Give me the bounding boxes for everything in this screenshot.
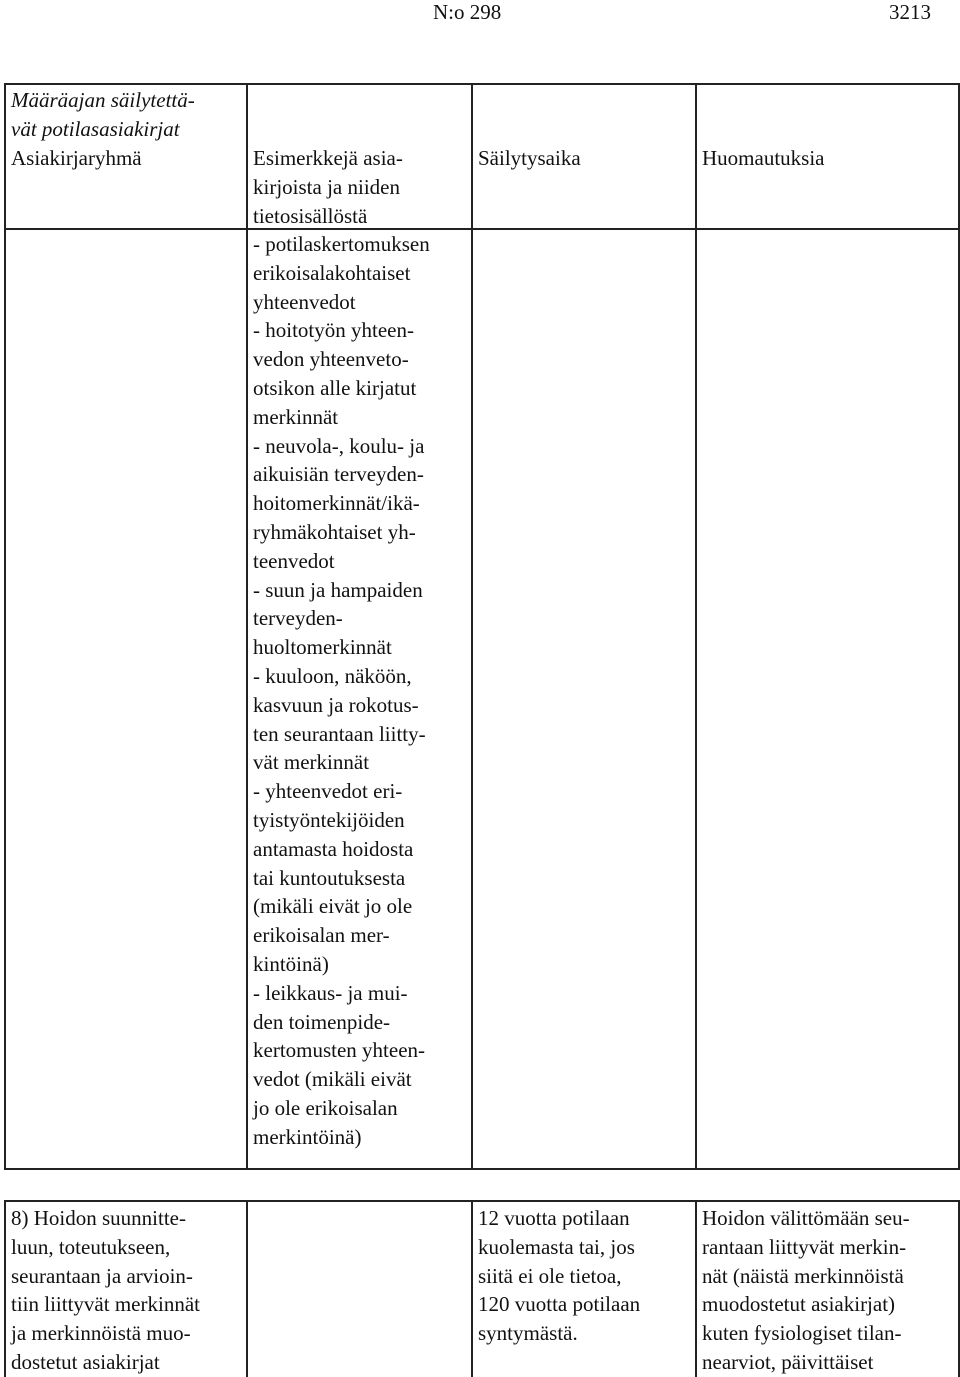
issue-number: N:o 298 <box>433 0 502 24</box>
section-title: Määräajan säilytettä- vät potilasasiakirjat <box>11 88 195 141</box>
table1-top-border <box>4 83 960 85</box>
column-header-retention: Säilytysaika <box>478 146 581 170</box>
table2-col-line-0 <box>4 1200 6 1377</box>
group-cell: 8) Hoidon suunnitte- luun, toteutukseen, seurantaan ja arvioin- tiin liittyvät merkinnät ja merkinnöistä muo- dostetut asiakirjat <box>11 1206 200 1374</box>
table1-col-line-1 <box>246 83 248 1170</box>
retention-cell: 12 vuotta potilaan kuolemasta tai, jos siitä ei ole tietoa, 120 vuotta potilaan syntymästä. <box>478 1206 641 1346</box>
table2-col-line-1 <box>246 1200 248 1377</box>
examples-list: - potilaskertomuksen erikoisalakohtaiset yhteenvedot - hoitotyön yhteen- vedon yhteenveto- otsikon alle kirjatut merkinnät - neuvola-, koulu- ja aikuisiän terveyden- hoitomerkinnät/ikä- ryhmäkohtaiset yh- teenvedot - suun ja hampaiden terveyden- huoltomerkinnät - kuuloon, näköön, kasvuun ja rokotus- ten seurantaan liitty- vät merkinnät - yhteenvedot eri- tyistyöntekijöiden antamasta hoidosta tai kuntoutuksesta (mikäli eivät jo ole erikoisalan mer- kintöinä) - leikkaus- ja mui- den toimenpide- kertomusten yhteen- vedot (mikäli eivät jo ole erikoisalan merkintöinä) <box>253 232 430 1149</box>
column-header-examples: Esimerkkejä asia- kirjoista ja niiden tietosisällöstä <box>253 146 403 228</box>
column-header-group: Asiakirjaryhmä <box>11 146 142 170</box>
table1-header-divider <box>4 228 960 230</box>
table1-col-line-3 <box>695 83 697 1170</box>
table2-top-border <box>4 1200 960 1202</box>
table2-col-line-3 <box>695 1200 697 1377</box>
table1-bottom-border <box>4 1168 960 1170</box>
table1-col-line-2 <box>471 83 473 1170</box>
table2-col-line-2 <box>471 1200 473 1377</box>
page-number: 3213 <box>889 0 931 24</box>
column-header-remarks: Huomautuksia <box>702 146 825 170</box>
remarks-cell: Hoidon välittömään seu- rantaan liittyvät merkin- nät (näistä merkinnöistä muodostetut asiakirjat) kuten fysiologiset tilan- nearviot, päivittäiset <box>702 1206 910 1374</box>
table1-col-line-0 <box>4 83 6 1170</box>
